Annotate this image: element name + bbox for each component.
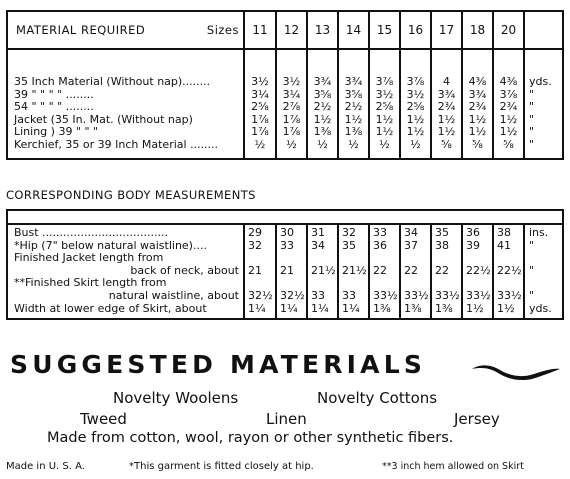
made-in-usa: Made in U. S. A. (6, 461, 85, 472)
body-measurements-table (6, 209, 564, 320)
row-label: Width at lower edge of Skirt, about (14, 301, 207, 315)
cell (497, 252, 523, 265)
cell: 2⅝ (375, 100, 394, 114)
cell: 1½ (437, 125, 456, 139)
cell: 22 (373, 263, 387, 277)
cell: 2¾ (437, 100, 456, 114)
material-required-table (6, 10, 564, 160)
cell: 22 (404, 263, 418, 277)
cell: ⅝ (503, 137, 514, 151)
cell: 1¼ (248, 301, 266, 315)
cell: 37 (404, 238, 418, 252)
cell: 3¾ (468, 87, 487, 101)
cell (248, 252, 275, 265)
size-column-16 (400, 49, 431, 159)
size-header: 14 (338, 11, 369, 49)
cell: 3¼ (282, 87, 301, 101)
cell: 33 (373, 226, 387, 239)
fiber-note: Made from cotton, wool, rayon or other synthetic fibers. (47, 430, 454, 446)
row-label: **Finished Skirt length from (14, 276, 167, 290)
size-column-14 (338, 49, 369, 159)
cell: 1¼ (342, 301, 360, 315)
cell: 4⅜ (499, 75, 518, 88)
cell: 22 (435, 263, 449, 277)
body-column-12 (276, 224, 307, 319)
cell: 33½ (404, 288, 429, 302)
row-label: *Hip (7" below natural waistline).... (14, 238, 207, 252)
cell: 38 (497, 226, 511, 239)
size-column-13 (307, 49, 338, 159)
suggested-materials-title: SUGGESTED MATERIALS (10, 350, 427, 379)
cell: 22½ (497, 263, 522, 277)
size-column-18 (462, 49, 493, 159)
cell: 3¼ (251, 87, 269, 101)
cell (404, 252, 430, 265)
cell: 1½ (375, 112, 394, 126)
unit: " (529, 288, 535, 302)
unit: " (529, 87, 535, 101)
cell: 32 (342, 226, 356, 239)
cell: 33 (342, 288, 356, 302)
cell: 32 (248, 238, 262, 252)
cell: 2¾ (499, 100, 518, 114)
unit-column (524, 49, 563, 159)
cell: 33 (280, 238, 294, 252)
unit (529, 252, 562, 265)
cell: 3⅝ (344, 87, 363, 101)
cell: 21½ (311, 263, 336, 277)
cell: 2⅝ (406, 100, 425, 114)
cell: 33½ (435, 288, 460, 302)
cell: 2¾ (468, 100, 487, 114)
cell: 3⅞ (375, 75, 394, 88)
size-column-17 (431, 49, 462, 159)
cell: 1⅜ (373, 301, 391, 315)
cell: 1⅞ (282, 112, 301, 126)
cell: 1½ (344, 112, 363, 126)
cell (466, 252, 492, 265)
cell: 1¼ (311, 301, 329, 315)
cell: ½ (379, 137, 390, 151)
table-top-band (7, 210, 563, 224)
cell: 32½ (248, 288, 273, 302)
row-label: natural waistline, about (108, 288, 239, 302)
hip-fit-note: *This garment is fitted closely at hip. (129, 461, 314, 472)
size-header: 18 (462, 11, 493, 49)
cell: 33½ (497, 288, 522, 302)
material-tweed: Tweed (80, 410, 127, 428)
cell: 3½ (282, 75, 301, 88)
cell: 3⅝ (313, 87, 332, 101)
hem-note: **3 inch hem allowed on Skirt (382, 461, 524, 472)
cell: 3¾ (344, 75, 363, 88)
cell: ⅝ (472, 137, 483, 151)
size-column-12 (276, 49, 307, 159)
cell: 1½ (466, 301, 484, 315)
body-column-13 (307, 224, 338, 319)
cell: 1½ (499, 125, 518, 139)
unit: " (529, 100, 535, 114)
cell: 1½ (468, 125, 487, 139)
material-linen: Linen (266, 410, 307, 428)
cell: ½ (254, 137, 266, 151)
cell: 1¼ (280, 301, 298, 315)
cell (435, 252, 461, 265)
cell: 3½ (406, 87, 425, 101)
size-column-20 (493, 49, 524, 159)
cell: 1⅜ (344, 125, 363, 139)
cell: 1½ (499, 112, 518, 126)
row-label: Jacket (35 In. Mat. (Without nap) (14, 112, 193, 126)
cell: 4⅜ (468, 75, 487, 88)
material-header (7, 11, 244, 49)
cell: 29 (248, 226, 262, 239)
cell: ½ (348, 137, 359, 151)
unit: yds. (529, 301, 552, 315)
row-label: 39 " " " " ........ (14, 87, 94, 101)
cell: 1½ (497, 301, 515, 315)
cell: 1½ (406, 112, 425, 126)
cell: 38 (435, 238, 449, 252)
cell: 33½ (466, 288, 491, 302)
cell: 21 (248, 263, 262, 277)
cell: 39 (466, 238, 480, 252)
cell: 33 (311, 288, 325, 302)
cell: 41 (497, 238, 511, 252)
cell: 31 (311, 226, 325, 239)
unit: " (529, 263, 535, 277)
cell: 3¾ (437, 87, 456, 101)
cell: ½ (317, 137, 328, 151)
body-column-11 (244, 224, 276, 319)
material-novelty-cottons: Novelty Cottons (317, 389, 438, 407)
body-column-17 (431, 224, 462, 319)
unit: " (529, 125, 535, 139)
size-header: 17 (431, 11, 462, 49)
cell: 2⅞ (282, 100, 301, 114)
size-column-15 (369, 49, 400, 159)
cell: 1⅞ (282, 125, 301, 139)
material-jersey: Jersey (454, 410, 500, 428)
cell: 32½ (280, 288, 305, 302)
cell: 2½ (313, 100, 332, 114)
material-row-labels (7, 49, 244, 159)
cell: 36 (466, 226, 480, 239)
size-header: 13 (307, 11, 338, 49)
size-header: 15 (369, 11, 400, 49)
cell: 1⅜ (435, 301, 453, 315)
size-column-11 (244, 49, 276, 159)
cell: 30 (280, 226, 294, 239)
cell (373, 252, 399, 265)
cell: 4 (443, 75, 450, 88)
cell: 34 (404, 226, 418, 239)
unit: " (529, 137, 535, 151)
body-row-labels (7, 224, 244, 319)
cell (311, 252, 337, 265)
cell: 3½ (251, 75, 269, 88)
body-column-18 (462, 224, 493, 319)
cell: 2⅝ (251, 100, 269, 114)
cell (280, 252, 306, 265)
cell: 1½ (313, 112, 332, 126)
cell: 3⅞ (406, 75, 425, 88)
cell: 2½ (344, 100, 363, 114)
cell: 33½ (373, 288, 398, 302)
unit: ins. (529, 226, 549, 239)
cell: 1½ (406, 125, 425, 139)
material-novelty-woolens: Novelty Woolens (113, 389, 239, 407)
row-label: Finished Jacket length from (14, 251, 164, 265)
row-label: 35 Inch Material (Without nap)........ (14, 75, 211, 88)
size-header: 12 (276, 11, 307, 49)
row-label: Bust .................................... (14, 226, 168, 239)
body-unit-column (524, 224, 563, 319)
cell: 22½ (466, 263, 491, 277)
unit-header (524, 11, 563, 49)
cell: ⅝ (441, 137, 452, 151)
cell: 1⅞ (251, 125, 269, 139)
unit: yds. (529, 75, 552, 88)
row-label: back of neck, about (130, 263, 239, 277)
size-header: 11 (244, 11, 276, 49)
body-column-15 (369, 224, 400, 319)
row-label: Lining ) 39 " " " (14, 125, 99, 139)
cell: 1½ (437, 112, 456, 126)
body-column-14 (338, 224, 369, 319)
cell: 36 (373, 238, 387, 252)
cell: 35 (435, 226, 449, 239)
cell: 1½ (468, 112, 487, 126)
body-column-20 (493, 224, 524, 319)
size-header: 16 (400, 11, 431, 49)
unit: " (529, 112, 535, 126)
row-label: Kerchief, 35 or 39 Inch Material ........ (14, 137, 219, 151)
cell: 3¾ (313, 75, 332, 88)
body-column-16 (400, 224, 431, 319)
sizes-label: Sizes (206, 23, 239, 37)
cell: 35 (342, 238, 356, 252)
cell: 21½ (342, 263, 367, 277)
cell: ½ (410, 137, 421, 151)
material-title: MATERIAL REQUIRED (16, 23, 146, 37)
body-measurements-heading: CORRESPONDING BODY MEASUREMENTS (6, 188, 256, 202)
cell: 34 (311, 238, 325, 252)
row-label: 54 " " " " ........ (14, 100, 94, 114)
cell: 3⅞ (499, 87, 518, 101)
cell: 3½ (375, 87, 394, 101)
cell: 21 (280, 263, 294, 277)
size-header: 20 (493, 11, 524, 49)
cell: 1½ (375, 125, 394, 139)
cell: ½ (286, 137, 297, 151)
cell: 1⅞ (251, 112, 269, 126)
cell: 1⅜ (313, 125, 332, 139)
cell: 1⅜ (404, 301, 422, 315)
unit: " (529, 238, 535, 252)
cell (342, 252, 368, 265)
swash-flourish-icon (470, 360, 562, 384)
